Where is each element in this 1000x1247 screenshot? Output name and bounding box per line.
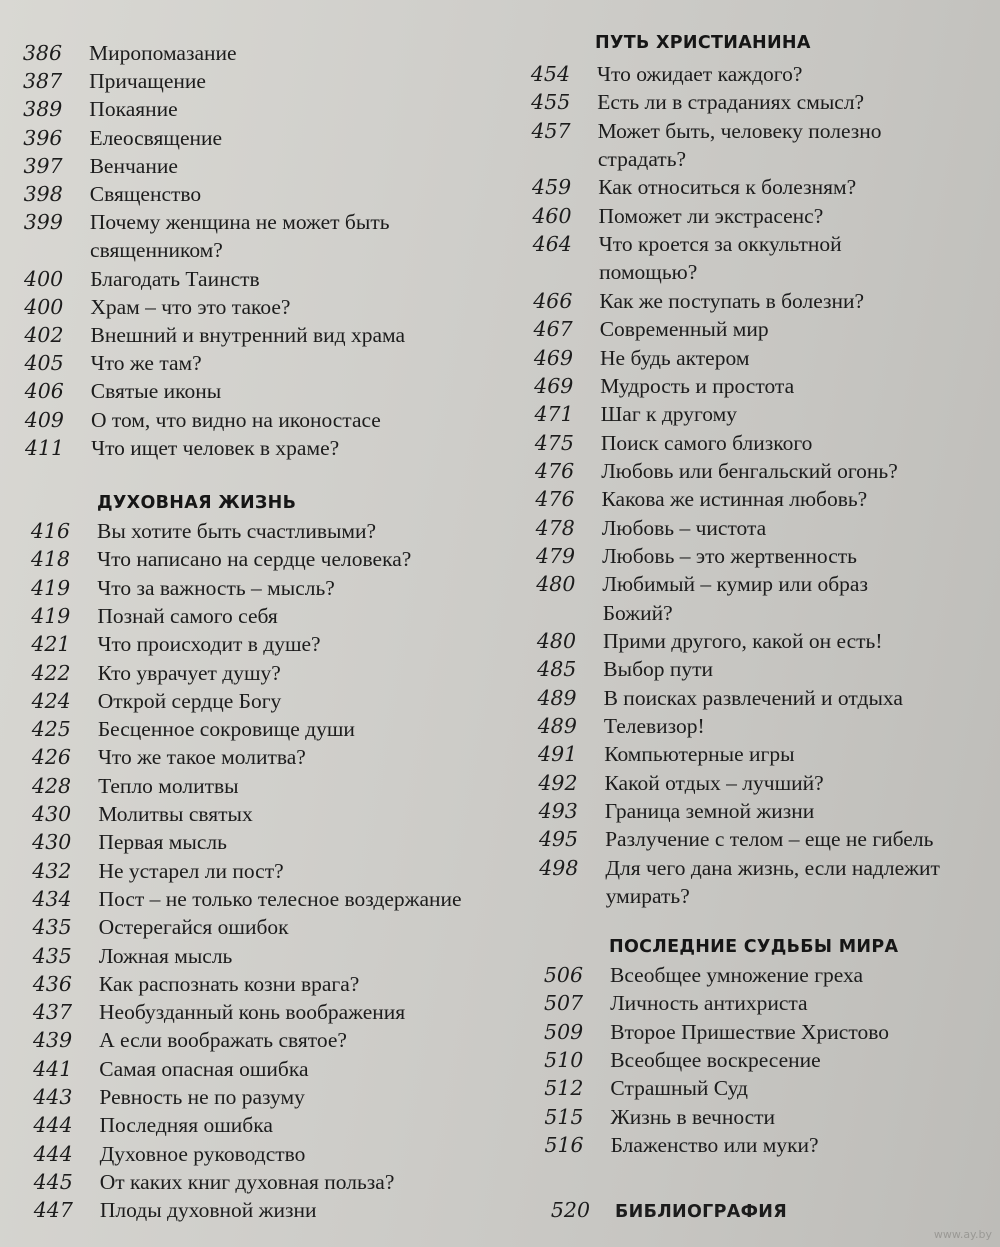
toc-page-number: 396 — [23, 125, 63, 150]
toc-page-number: 424 — [31, 688, 71, 713]
toc-page-number: 498 — [539, 855, 579, 880]
toc-page-number: 489 — [537, 685, 577, 710]
toc-page-number: 506 — [543, 963, 583, 987]
toc-page-number: 491 — [538, 742, 578, 767]
toc-title: Священство — [89, 182, 202, 206]
toc-page-number: 402 — [24, 323, 64, 347]
toc-page-number: 512 — [544, 1076, 584, 1101]
toc-page-number: 485 — [537, 657, 577, 682]
toc-page-number: 444 — [33, 1113, 73, 1138]
toc-page-number: 430 — [32, 830, 72, 855]
toc-page-number: 495 — [538, 827, 579, 852]
toc-page-number: 437 — [32, 1000, 73, 1025]
toc-page-number: 389 — [23, 97, 63, 122]
toc-title: Может быть, человеку полезно — [597, 118, 882, 143]
toc-page-number: 405 — [24, 351, 64, 376]
toc-page-number: 475 — [534, 430, 574, 455]
toc-title: Причащение — [89, 69, 206, 94]
toc-page-number: 397 — [23, 153, 63, 178]
toc-page-number: 432 — [32, 858, 72, 883]
toc-title: Молитвы святых — [98, 802, 253, 826]
toc-title: Шаг к другому — [600, 402, 737, 427]
toc-title: Личность антихриста — [610, 991, 808, 1016]
toc-page-number: 492 — [538, 770, 578, 795]
toc-title: Какова же истинная любовь? — [601, 487, 868, 512]
toc-page-number: 476 — [535, 458, 575, 483]
toc-page-number: 455 — [531, 90, 571, 115]
toc-title: Второе Пришествие Христово — [610, 1019, 889, 1044]
toc-title: Почему женщина не может быть — [89, 210, 390, 235]
toc-page-number: 520 — [550, 1198, 590, 1222]
toc-title: Кто уврачует душу? — [97, 660, 281, 685]
toc-page-number: 422 — [31, 660, 71, 685]
toc-title: умирать? — [605, 884, 690, 909]
section-heading-christian-path: ПУТЬ ХРИСТИАНИНА — [595, 33, 811, 53]
section-heading-last-destinies: ПОСЛЕДНИЕ СУДЬБЫ МИРА — [609, 937, 899, 957]
toc-title: Всеобщее воскресение — [610, 1047, 821, 1072]
toc-title: Бесценное сокровище души — [97, 717, 355, 742]
toc-page-number: 416 — [30, 519, 70, 543]
toc-page-number: 435 — [32, 943, 72, 968]
toc-page-number: 479 — [535, 543, 576, 568]
toc-page-number: 471 — [534, 402, 574, 427]
toc-title: Не устарел ли пост? — [98, 858, 284, 883]
toc-title: Миропомазание — [89, 41, 237, 65]
toc-title: Что написано на сердце человека? — [97, 547, 412, 572]
toc-title: Выбор пути — [603, 657, 714, 682]
toc-title: Как относиться к болезням? — [598, 175, 857, 200]
toc-title: Венчание — [89, 153, 178, 178]
toc-page-number: 460 — [532, 203, 572, 228]
toc-page-number: 398 — [23, 182, 63, 206]
toc-page-number: 457 — [531, 118, 571, 143]
toc-page-number: 466 — [533, 288, 573, 313]
watermark: www.ay.by — [933, 1228, 992, 1241]
toc-title: Что же такое молитва? — [97, 745, 306, 770]
toc-page-number: 454 — [530, 62, 570, 86]
toc-title: Что ожидает каждого? — [597, 62, 803, 86]
toc-page-number: 439 — [33, 1028, 73, 1053]
toc-page-number: 425 — [31, 717, 71, 742]
toc-title: страдать? — [597, 147, 687, 172]
toc-page-number: 441 — [33, 1056, 73, 1081]
toc-title: Телевизор! — [603, 714, 705, 739]
toc-title: Всеобщее умножение греха — [610, 963, 864, 987]
toc-title: О том, что видно на иконостасе — [90, 407, 381, 432]
toc-page-number: 418 — [30, 547, 71, 572]
toc-title: Какой отдых – лучший? — [604, 770, 824, 795]
toc-title: Любовь – чистота — [601, 515, 767, 540]
toc-title: Елеосвящение — [89, 125, 223, 150]
toc-title: Как распознать козни врага? — [98, 971, 360, 996]
toc-title: Необузданный конь воображения — [99, 1000, 406, 1025]
toc-page-number: 428 — [31, 773, 72, 798]
toc-title: Самая опасная ошибка — [99, 1056, 309, 1081]
toc-page-number: 406 — [24, 379, 64, 404]
toc-title: Божий? — [602, 600, 673, 625]
toc-page-number: 507 — [543, 991, 584, 1016]
toc-title: В поисках развлечений и отдыха — [603, 685, 903, 710]
toc-title: Что же там? — [90, 351, 202, 376]
toc-page-number: 489 — [537, 714, 577, 739]
toc-title: Ревность не по разуму — [99, 1085, 305, 1109]
toc-title: Для чего дана жизнь, если надлежит — [605, 855, 940, 880]
toc-page-number: 516 — [544, 1132, 584, 1157]
toc-page-number: 467 — [533, 317, 573, 342]
toc-title: Вы хотите быть счастливыми? — [97, 519, 377, 543]
toc-title: Остерегайся ошибок — [98, 915, 289, 940]
toc-title: От каких книг духовная польза? — [99, 1169, 395, 1194]
toc-page-number: 464 — [532, 232, 572, 257]
toc-title: Ложная мысль — [98, 943, 233, 968]
toc-page-number: 435 — [32, 915, 72, 940]
toc-page-number: 400 — [24, 294, 64, 319]
toc-page-number: 480 — [536, 629, 576, 653]
toc-title: Благодать Таинств — [90, 266, 260, 291]
toc-title: Современный мир — [599, 317, 769, 342]
toc-page-number: 400 — [24, 266, 64, 291]
toc-title: Есть ли в страданиях смысл? — [597, 90, 865, 115]
toc-page-number: 476 — [535, 487, 575, 512]
toc-page-number: 386 — [22, 41, 62, 65]
toc-title: Прими другого, какой он есть! — [603, 629, 883, 653]
toc-page-number: 510 — [544, 1047, 584, 1072]
toc-page-number: 411 — [24, 435, 65, 460]
toc-title: священником? — [90, 238, 223, 263]
toc-title: помощью? — [599, 260, 698, 285]
toc-page-number: 434 — [32, 886, 72, 911]
toc-page-number: 436 — [32, 971, 72, 996]
toc-title: Познай самого себя — [97, 603, 278, 628]
toc-title: Последняя ошибка — [99, 1113, 273, 1138]
toc-page-number: 419 — [31, 575, 71, 600]
toc-page-number: 469 — [533, 345, 573, 370]
toc-title: Плоды духовной жизни — [99, 1198, 317, 1223]
toc-page-number: 419 — [31, 603, 71, 628]
toc-page-number: 445 — [33, 1169, 73, 1194]
toc-title: Поможет ли экстрасенс? — [598, 203, 824, 228]
toc-page-number: 444 — [33, 1141, 73, 1166]
toc-title: Покаяние — [89, 97, 178, 122]
toc-title: Поиск самого близкого — [600, 430, 813, 455]
toc-page-number: 426 — [31, 745, 71, 770]
toc-page-number: 447 — [33, 1198, 73, 1223]
toc-title: Любимый – кумир или образ — [602, 572, 868, 597]
toc-title: Страшный Суд — [610, 1076, 748, 1101]
toc-page-number: 469 — [534, 373, 574, 398]
toc-title: Открой сердце Богу — [97, 688, 282, 713]
section-heading-spiritual-life: ДУХОВНАЯ ЖИЗНЬ — [97, 493, 297, 513]
toc-title: Жизнь в вечности — [610, 1104, 776, 1129]
toc-title: Любовь или бенгальский огонь? — [601, 458, 898, 483]
toc-title: Не будь актером — [600, 345, 750, 370]
toc-title: Компьютерные игры — [604, 742, 795, 767]
toc-title: А если воображать святое? — [99, 1028, 347, 1053]
toc-title: Пост – не только телесное воздержание — [98, 886, 462, 911]
toc-page-number: 421 — [31, 632, 71, 657]
toc-title: Святые иконы — [90, 379, 222, 404]
toc-title: Духовное руководство — [99, 1141, 306, 1166]
toc-title: Что кроется за оккультной — [598, 232, 842, 257]
toc-page-number: 509 — [544, 1019, 584, 1044]
toc-title: Что за важность – мысль? — [97, 575, 335, 600]
toc-page-number: 387 — [23, 69, 63, 94]
toc-title: Тепло молитвы — [98, 773, 239, 798]
toc-page-number: 443 — [33, 1085, 73, 1109]
toc-page-number: 478 — [535, 515, 575, 540]
toc-title: Что ищет человек в храме? — [91, 435, 340, 460]
toc-page-number: 480 — [536, 572, 576, 597]
toc-title: Граница земной жизни — [604, 799, 815, 824]
toc-title: Как же поступать в болезни? — [599, 288, 865, 313]
toc-title: БИБЛИОГРАФИЯ — [615, 1202, 787, 1222]
toc-page-number: 430 — [32, 802, 72, 826]
toc-page-number: 515 — [544, 1104, 584, 1129]
toc-title: Разлучение с телом – еще не гибель — [605, 827, 934, 852]
toc-page-number: 493 — [538, 799, 578, 824]
toc-page-number: 399 — [23, 210, 63, 235]
toc-title: Блаженство или муки? — [610, 1132, 819, 1157]
toc-title: Внешний и внутренний вид храма — [90, 323, 405, 347]
toc-title: Мудрость и простота — [600, 373, 795, 398]
toc-title: Храм – что это такое? — [90, 294, 291, 319]
toc-title: Любовь – это жертвенность — [602, 543, 857, 568]
toc-page-number: 459 — [532, 175, 572, 200]
toc-title: Первая мысль — [98, 830, 227, 855]
toc-page-number: 409 — [24, 407, 64, 432]
toc-title: Что происходит в душе? — [97, 632, 321, 657]
